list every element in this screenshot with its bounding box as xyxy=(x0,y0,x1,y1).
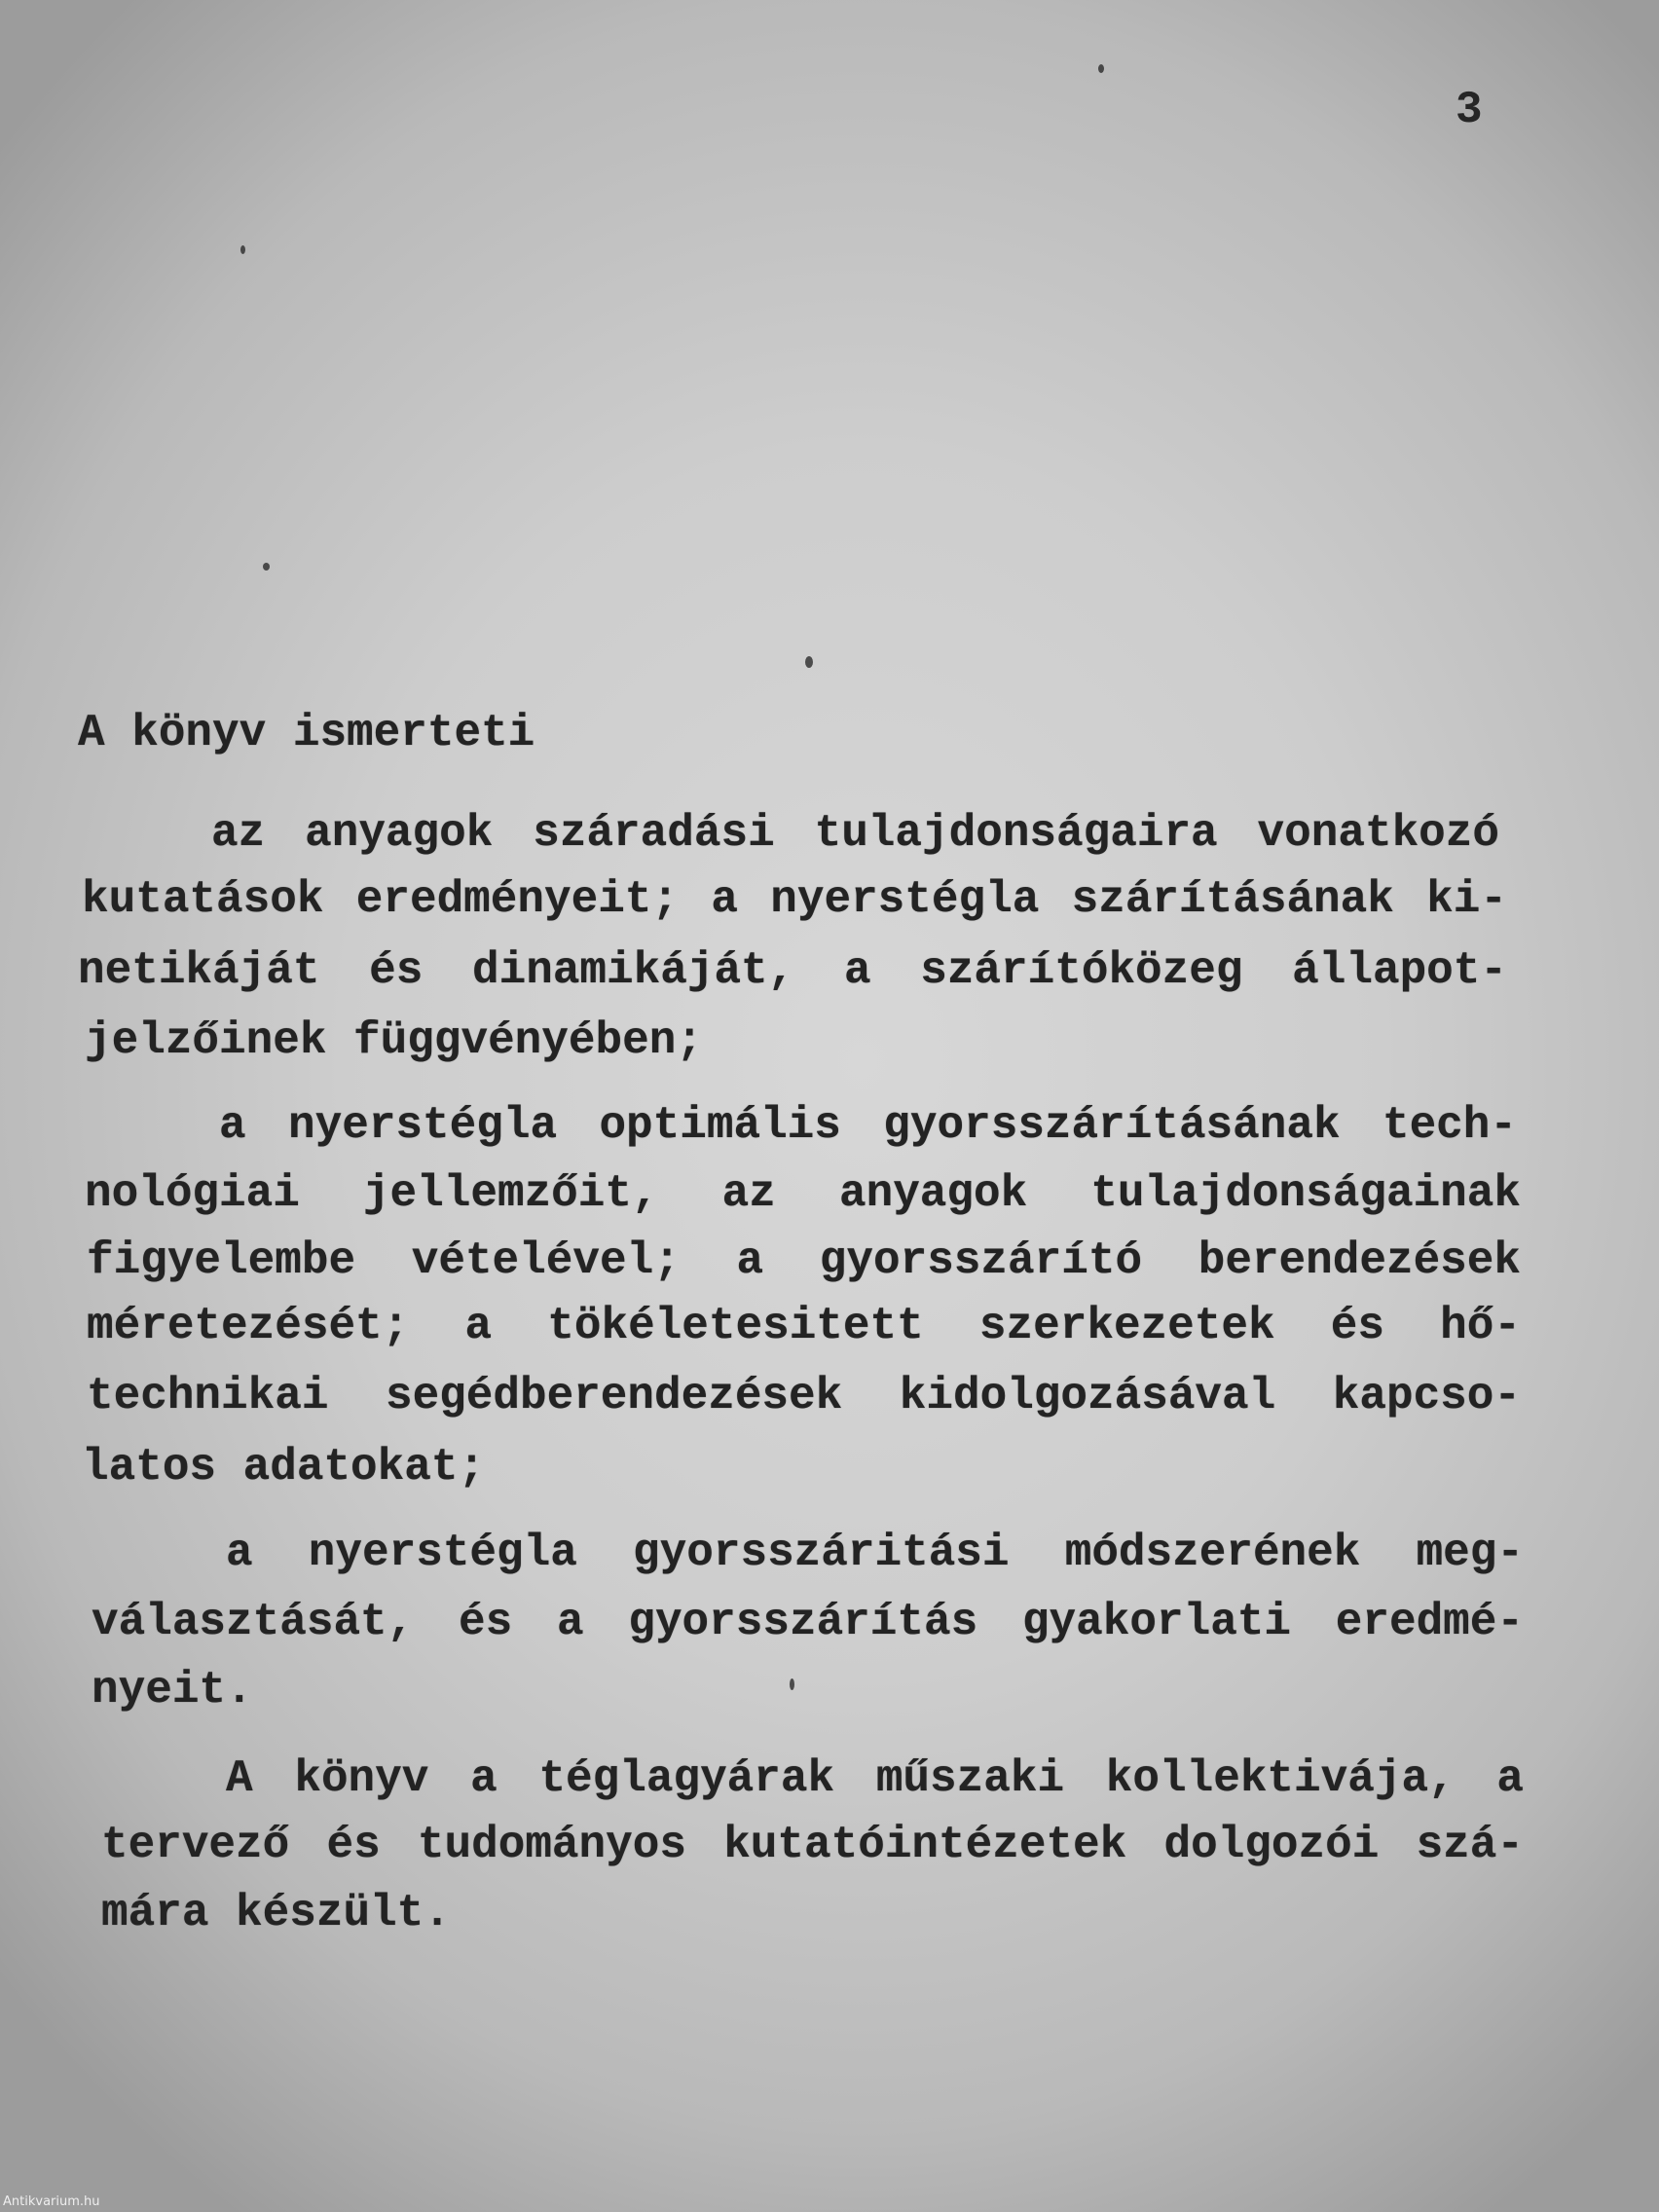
paragraph-3-line-1: a nyerstégla gyorsszáritási módszerének meg- xyxy=(226,1528,1524,1578)
paragraph-2-line-4: méretezését; a tökéletesitett szerkezetek és hő- xyxy=(87,1301,1521,1351)
paragraph-1-line-2: kutatások eredményeit; a nyerstégla szárításának ki- xyxy=(82,874,1507,925)
paragraph-2-line-2: nológiai jellemzőit, az anyagok tulajdonságainak xyxy=(85,1168,1521,1219)
paragraph-2-line-5: technikai segédberendezések kidolgozásával kapcso- xyxy=(87,1371,1521,1421)
ink-speck xyxy=(1098,64,1104,73)
paragraph-3-line-3: nyeit. xyxy=(92,1665,253,1715)
ink-speck xyxy=(790,1678,794,1690)
heading: A könyv ismerteti xyxy=(78,708,535,758)
ink-speck xyxy=(805,656,813,668)
paragraph-2-line-1: a nyerstégla optimális gyorsszárításának tech- xyxy=(219,1100,1517,1151)
paragraph-2-line-6: latos adatokat; xyxy=(82,1442,486,1493)
watermark: Antikvarium.hu xyxy=(3,2194,100,2209)
paragraph-1-line-3: netikáját és dinamikáját, a szárítóközeg állapot- xyxy=(78,945,1507,996)
paragraph-4-line-1: A könyv a téglagyárak műszaki kollektivája, a xyxy=(226,1753,1524,1804)
page-number: 3 xyxy=(1456,85,1483,135)
paragraph-3-line-2: választását, és a gyorsszárítás gyakorlati eredmé- xyxy=(92,1597,1524,1647)
ink-speck xyxy=(240,245,245,254)
paragraph-4-line-2: tervező és tudományos kutatóintézetek dolgozói szá- xyxy=(101,1820,1524,1870)
paragraph-1-line-1: az anyagok száradási tulajdonságaira vonatkozó xyxy=(211,808,1499,859)
paragraph-4-line-3: mára készült. xyxy=(101,1888,451,1938)
paragraph-1-line-4: jelzőinek függvényében; xyxy=(85,1015,703,1066)
ink-speck xyxy=(263,563,270,571)
paragraph-2-line-3: figyelembe vételével; a gyorsszárító berendezések xyxy=(87,1235,1521,1286)
